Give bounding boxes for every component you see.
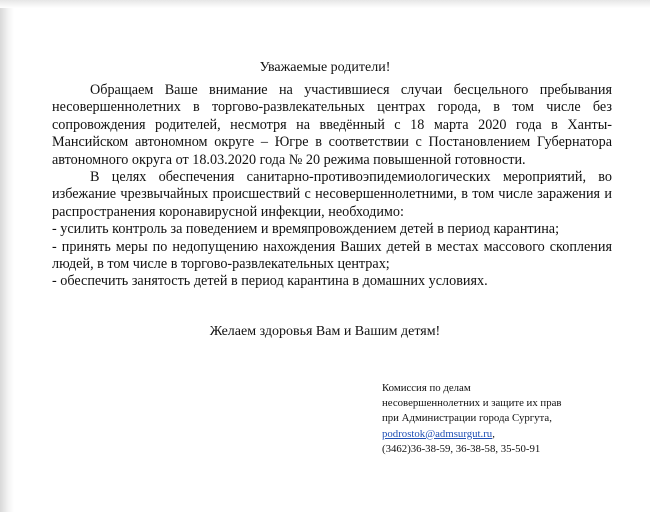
list-item-home-activities: - обеспечить занятость детей в период карантина в домашних условиях. <box>52 273 488 290</box>
closing-wish: Желаем здоровья Вам и Вашим детям! <box>209 324 441 339</box>
paragraph-measures: В целях обеспечения санитарно-противоэпидемиологических мероприятий, во избежание чрезвычайных происшествий с несовершеннолетними, в том числе заражения и распространения коронавирусной инфекции, необходимо: <box>52 169 612 220</box>
letter-body <box>52 82 612 291</box>
letter-greeting: Уважаемые родители! <box>259 60 391 75</box>
email-link[interactable]: podrostok@admsurgut.ru <box>382 427 493 440</box>
signature-line-commission: Комиссия по делам <box>382 382 471 394</box>
list-item-control: - усилить контроль за поведением и времяпровождением детей в период карантина; <box>52 221 560 238</box>
signature-email-line <box>382 427 622 442</box>
signature-block <box>382 381 622 457</box>
signature-line-minors: несовершеннолетних и защите их прав <box>382 397 562 410</box>
signature-phones: (3462)36-38-59, 36-38-58, 35-50-91 <box>382 442 541 455</box>
page-top-shadow <box>0 0 650 8</box>
page-edge-shadow <box>0 0 14 512</box>
list-item-avoid-crowds: - принять меры по недопущению нахождения Ваших детей в местах массового скопления людей, в том числе в торгово-развлекательных центрах; <box>52 238 612 273</box>
signature-line-administration: при Администрации города Сургута, <box>382 412 552 425</box>
paragraph-notice: Обращаем Ваше внимание на участившиеся случаи бесцельного пребывания несовершеннолетних в торгово-развлекательных центрах города, в том числе без сопровождения родителей, несмотря на введённый с 18 марта 2020 года в Ханты-Мансийском автономном округе – Югре в соответствии с Постановлением Губернатора автономного округа от 18.03.2020 года № 20 режима повышенной готовности. <box>52 82 612 168</box>
email-suffix: , <box>492 427 495 440</box>
